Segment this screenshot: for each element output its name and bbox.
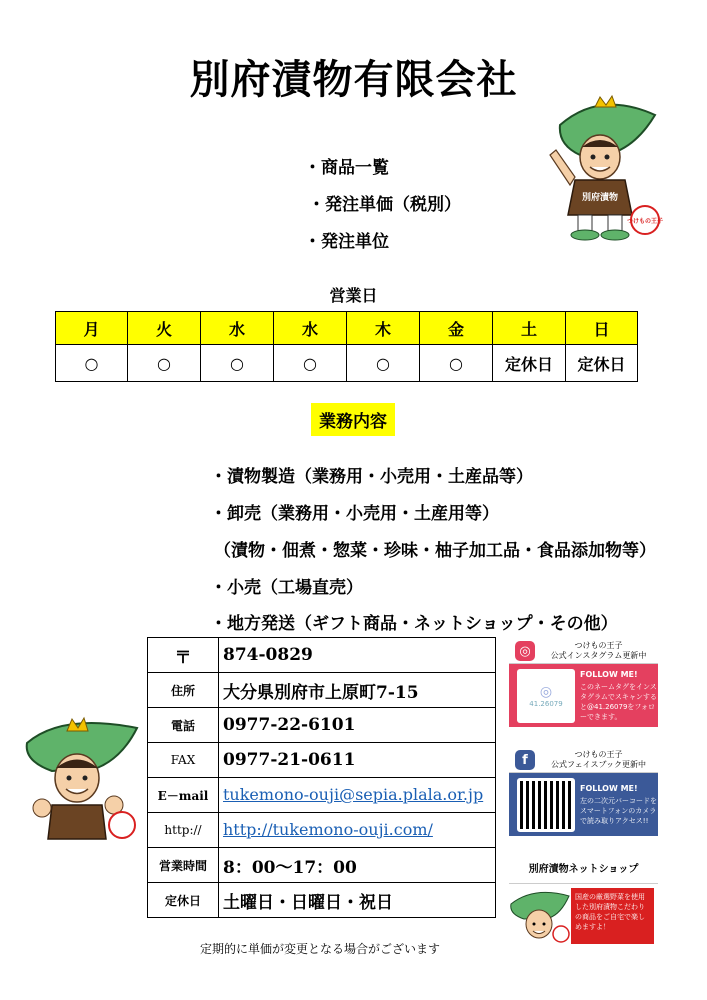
postal-code: 874-0829 [219, 638, 496, 673]
mascot-bottom-illustration [22, 713, 142, 843]
instagram-nametag: 41.26079 [529, 699, 563, 708]
hours-label: 営業時間 [148, 848, 219, 883]
business-item: ・漬物製造（業務用・小売用・土産品等） [210, 467, 533, 487]
net-shop-card[interactable] [509, 857, 658, 947]
day-header: 火 [128, 312, 201, 345]
email-link[interactable]: tukemono-ouji@sepia.plala.or.jp [223, 785, 484, 804]
business-item: ・地方発送（ギフト商品・ネットショップ・その他） [210, 614, 618, 634]
day-status: ○ [347, 345, 420, 382]
day-status: 定休日 [493, 345, 566, 382]
menu-bullet-unit-price: ・発注単価（税別） [308, 195, 461, 215]
business-days-heading: 営業日 [329, 286, 378, 305]
fax-label: FAX [148, 743, 219, 778]
business-item: ・卸売（業務用・小売用・土産用等） [210, 504, 499, 524]
business-item: ・小売（工場直売） [210, 578, 363, 598]
page-title: 別府漬物有限会社 [189, 56, 518, 103]
url-label: http:// [148, 813, 219, 848]
business-content-heading: 業務内容 [311, 403, 395, 436]
day-status: ○ [274, 345, 347, 382]
shop-card-title: 別府漬物ネットショップ [528, 864, 639, 875]
tel-label: 電話 [148, 708, 219, 743]
facebook-icon: f [515, 750, 535, 770]
instagram-follow: FOLLOW ME! [580, 669, 638, 679]
facebook-card-title: つけもの王子 公式フェイスブック更新中 [551, 750, 646, 769]
day-status: ○ [128, 345, 201, 382]
day-header: 金 [420, 312, 493, 345]
address-label: 住所 [148, 673, 219, 708]
contact-info-table [147, 637, 496, 918]
day-header: 月 [56, 312, 128, 345]
tel-value: 0977-22-6101 [219, 708, 496, 743]
instagram-icon: ◎ [515, 641, 535, 661]
business-item: （漬物・佃煮・惣菜・珍味・柚子加工品・食品添加物等） [214, 541, 656, 561]
day-status: ○ [201, 345, 274, 382]
mascot-shirt-text: 別府漬物 [581, 193, 619, 203]
day-status: ○ [56, 345, 128, 382]
day-header: 水 [274, 312, 347, 345]
day-status: 定休日 [566, 345, 638, 382]
mascot-badge-text: つけもの王子 [626, 218, 664, 225]
menu-bullet-products: ・商品一覧 [304, 158, 389, 178]
footer-note: 定期的に単価が変更となる場合がございます [200, 942, 441, 956]
fax-value: 0977-21-0611 [219, 743, 496, 778]
postal-label: 〒 [148, 638, 219, 673]
day-header: 日 [566, 312, 638, 345]
day-header: 木 [347, 312, 420, 345]
website-link[interactable]: http://tukemono-ouji.com/ [223, 820, 433, 839]
instagram-card[interactable] [509, 639, 658, 727]
facebook-message: 左の二次元バーコードをスマートフォンのカメラで読み取りアクセス!! [580, 796, 657, 825]
shop-message: 国産の厳選野菜を使用した別府漬物こだわりの商品をご自宅で楽しめますよ！ [571, 888, 654, 944]
facebook-follow: FOLLOW ME! [580, 783, 638, 793]
shop-mascot-icon [509, 886, 571, 946]
hours-value: 8：00～17：00 [219, 848, 496, 883]
business-days-table [55, 311, 638, 382]
instagram-card-title: つけもの王子 公式インスタグラム更新中 [550, 641, 647, 660]
email-label: E－mail [148, 778, 219, 813]
instagram-nametag-icon: ◎ [539, 683, 553, 700]
day-status: ○ [420, 345, 493, 382]
day-header: 水 [201, 312, 274, 345]
instagram-message: このネームタグをインスタグラムでスキャンすると@41.26079をフォローできます。 [580, 682, 657, 721]
menu-bullet-order-unit: ・発注単位 [304, 232, 389, 252]
address-value: 大分県別府市上原町7-15 [219, 673, 496, 708]
facebook-card[interactable] [509, 748, 658, 836]
mascot-top-illustration [540, 95, 665, 245]
day-header: 土 [493, 312, 566, 345]
holiday-value: 土曜日・日曜日・祝日 [219, 883, 496, 918]
holiday-label: 定休日 [148, 883, 219, 918]
facebook-qr-code [517, 778, 575, 832]
